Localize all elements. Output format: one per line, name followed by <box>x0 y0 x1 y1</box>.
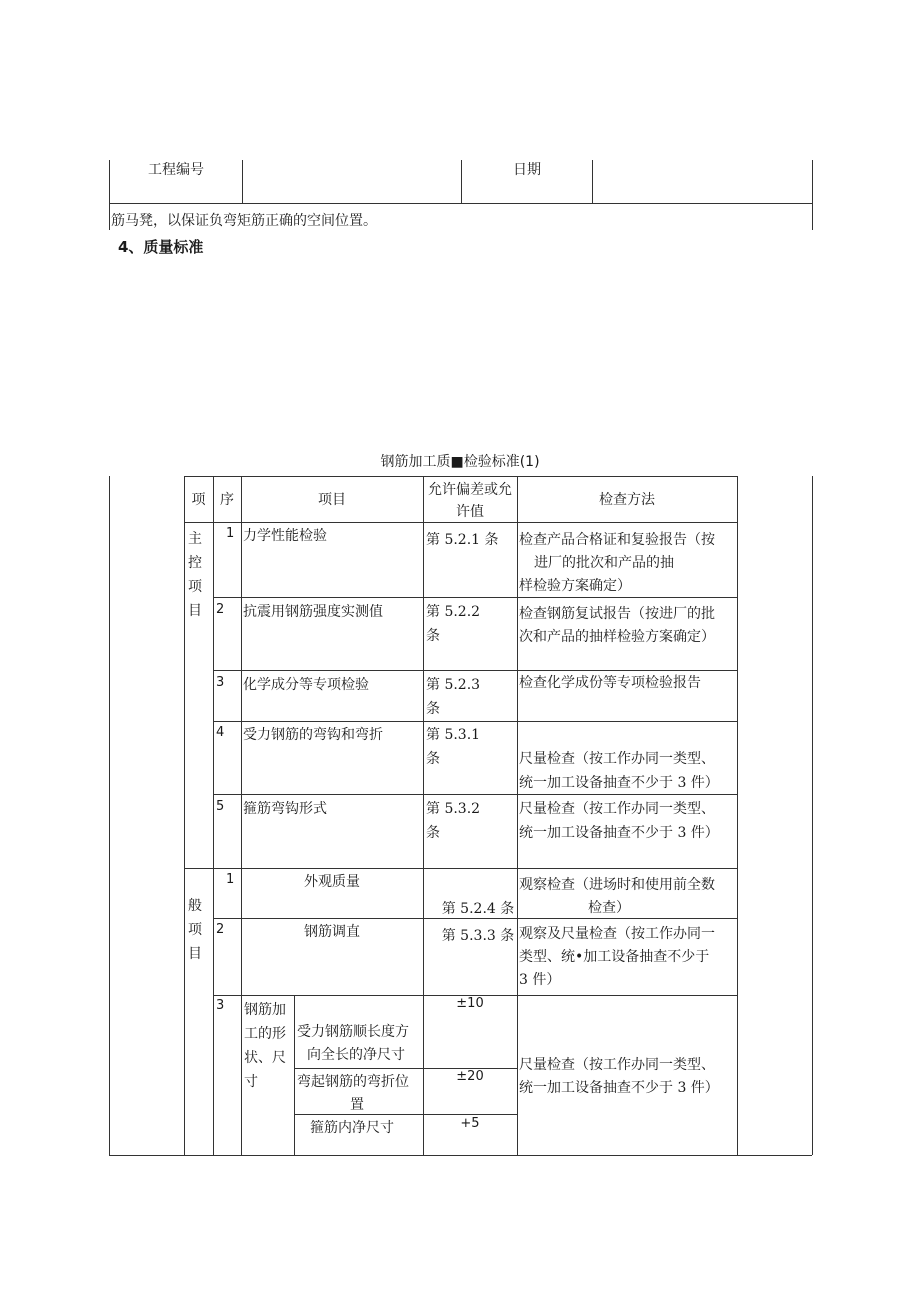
row-tolerance: 第 5.2.3 <box>426 677 481 693</box>
row-tolerance: 第 5.3.2 <box>426 801 481 817</box>
row-seq: 1 <box>226 526 235 541</box>
col-line-e <box>517 476 518 1155</box>
row-method-line: 尺量检查（按工作办同一类型、 <box>519 751 715 767</box>
header-divider-3 <box>592 160 593 203</box>
row-seq: 3 <box>216 675 225 690</box>
col-header-tolerance-1: 允许偏差或允 <box>428 482 512 498</box>
frame-left <box>109 476 110 1155</box>
group-main-char: 项 <box>188 579 202 595</box>
project-no-value[interactable] <box>250 158 455 182</box>
row-seq: 3 <box>216 998 225 1013</box>
section-title: 4、质量标准 <box>118 238 204 256</box>
row-project: 受力钢筋的弯钩和弯折 <box>243 727 383 743</box>
row-method-line: 检查钢筋复试报告（按进厂的批 <box>519 606 715 622</box>
shape-category-line: 工的形 <box>244 1026 286 1042</box>
row-tolerance: 条 <box>426 628 440 644</box>
row-project: 外观质量 <box>304 874 360 890</box>
shape-sub-name: 受力钢筋顺长度方 <box>297 1024 409 1040</box>
shape-category-line: 钢筋加 <box>244 1002 286 1018</box>
col-line-sub <box>294 995 295 1155</box>
row-method-line: 类型、统•加工设备抽查不少于 <box>519 949 710 965</box>
col-line-f <box>737 476 738 1155</box>
row-tolerance: 第 5.3.3 条 <box>441 928 515 944</box>
col-header-method: 检查方法 <box>599 492 655 508</box>
row-method-line: 进厂的批次和产品的抽 <box>534 555 674 571</box>
row-tolerance: 第 5.2.2 <box>426 604 481 620</box>
shape-sub-name: 箍筋内净尺寸 <box>310 1120 394 1136</box>
row-tolerance: 条 <box>426 751 440 767</box>
shape-sub-name: 向全长的净尺寸 <box>307 1047 405 1063</box>
col-line-d <box>423 476 424 1155</box>
group-main-char: 目 <box>188 603 202 619</box>
frame-bottom <box>109 1155 812 1156</box>
group-main-char: 控 <box>188 555 202 571</box>
row-method-line: 统一加工设备抽查不少于 3 件） <box>519 1080 719 1096</box>
row-method-line: 检查化学成份等专项检验报告 <box>519 675 701 691</box>
table-title: 钢筋加工质■检验标准(1) <box>380 454 540 470</box>
row-method-line: 3 件） <box>519 972 561 988</box>
row-seq: 2 <box>216 602 225 617</box>
header-border-right <box>812 160 813 230</box>
row-method-line: 样检验方案确定） <box>519 578 631 594</box>
row-tolerance: 第 5.3.1 <box>426 727 481 743</box>
row-seq: 4 <box>216 725 225 740</box>
main-row-line-3 <box>213 721 737 722</box>
row-method-line: 尺量检查（按工作办同一类型、 <box>519 801 715 817</box>
shape-category-line: 寸 <box>244 1074 258 1090</box>
shape-sub-value: ±20 <box>456 1069 484 1084</box>
main-row-line-1 <box>213 597 737 598</box>
row-method-line: 次和产品的抽样检验方案确定） <box>519 629 715 645</box>
project-no-label: 工程编号 <box>148 162 204 178</box>
table-top <box>184 476 737 477</box>
row-project: 箍筋弯钩形式 <box>243 801 327 817</box>
col-header-tolerance-2: 许值 <box>456 504 484 520</box>
date-value[interactable] <box>600 158 805 182</box>
col-header-project: 项目 <box>318 492 346 508</box>
row-tolerance: 条 <box>426 701 440 717</box>
col-header-seq: 序 <box>220 492 234 508</box>
frame-right <box>812 476 813 1155</box>
row-method-line: 观察检查（进场时和使用前全数 <box>519 877 715 893</box>
row-project: 力学性能检验 <box>243 528 327 544</box>
main-group-bottom <box>184 868 737 869</box>
row-tolerance: 第 5.2.4 条 <box>441 901 515 917</box>
group-main-char: 主 <box>188 531 202 547</box>
row-method-line: 统一加工设备抽查不少于 3 件） <box>519 825 719 841</box>
header-divider-1 <box>242 160 243 203</box>
row-method-line: 检查） <box>588 900 630 916</box>
row-method-line: 统一加工设备抽查不少于 3 件） <box>519 775 719 791</box>
row-tolerance: 第 5.2.1 条 <box>426 532 499 548</box>
col-line-b <box>213 476 214 1155</box>
row-project: 抗震用钢筋强度实测值 <box>243 604 383 620</box>
row-method-line: 尺量检查（按工作办同一类型、 <box>519 1057 715 1073</box>
group-general-char: 项 <box>188 922 202 938</box>
shape-sub-name: 置 <box>350 1097 364 1113</box>
group-general-char: 般 <box>188 898 202 914</box>
row-project: 钢筋调直 <box>304 924 360 940</box>
shape-sub-value: ±10 <box>456 996 484 1011</box>
header-note: 筋马凳，以保证负弯矩筋正确的空间位置。 <box>111 213 377 229</box>
row-method-line: 观察及尺量检查（按工作办同一 <box>519 926 715 942</box>
date-label: 日期 <box>513 162 541 178</box>
row-method-line: 检查产品合格证和复验报告（按 <box>519 532 715 548</box>
row-seq: 5 <box>216 799 225 814</box>
group-general-char: 目 <box>188 946 202 962</box>
col-header-item: 项 <box>191 492 206 508</box>
row-seq: 1 <box>226 872 235 887</box>
header-row-line <box>109 203 812 204</box>
row-seq: 2 <box>216 922 225 937</box>
shape-sub-name: 弯起钢筋的弯折位 <box>297 1074 409 1090</box>
row-tolerance: 条 <box>426 825 440 841</box>
shape-category-line: 状、尺 <box>244 1050 286 1066</box>
shape-sub-value: +5 <box>460 1116 480 1131</box>
col-line-c <box>241 476 242 1155</box>
row-project: 化学成分等专项检验 <box>243 677 369 693</box>
